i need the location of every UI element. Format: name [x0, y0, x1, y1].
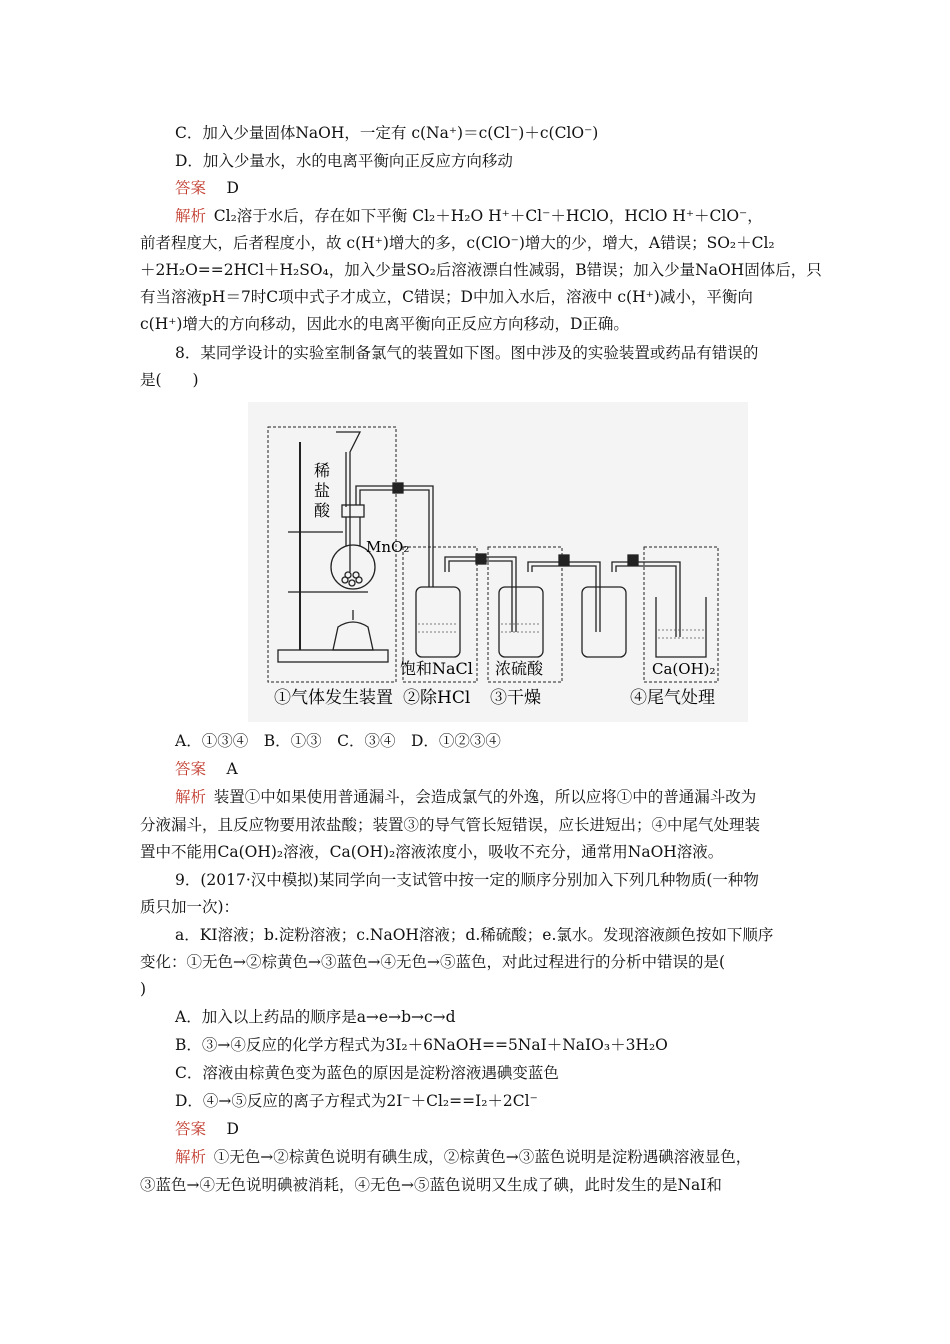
analysis-label: 解析 — [175, 207, 207, 225]
answer-label: 答案 — [175, 1120, 207, 1138]
answer-value: D — [226, 1120, 239, 1138]
q9-analysis-line-2: ③蓝色→④无色说明碘被消耗，④无色→⑤蓝色说明又生成了碘，此时发生的是NaI和 — [140, 1176, 722, 1194]
q7-answer — [175, 178, 812, 198]
answer-value: A — [226, 760, 238, 778]
analysis-label: 解析 — [175, 788, 207, 806]
q9-option-a: A．加入以上药品的顺序是a→e→b→c→d — [175, 1008, 456, 1026]
label-acid-2: 盐 — [314, 481, 331, 500]
q8-answer — [175, 759, 812, 779]
q9-stem-line-2: 质只加一次)： — [140, 898, 240, 916]
caption-remove-hcl: ②除HCl — [403, 688, 471, 708]
analysis-text: 装置①中如果使用普通漏斗，会造成氯气的外逸，所以应将①中的普通漏斗改为 — [213, 788, 757, 806]
answer-label: 答案 — [175, 179, 207, 197]
q7-analysis-line-1 — [175, 206, 812, 226]
q8-stem-line-2: 是( ) — [140, 371, 199, 389]
q7-analysis-line-5: c(H⁺)增大的方向移动，因此水的电离平衡向正反应方向移动，D正确。 — [140, 315, 629, 333]
q7-analysis-line-2: 前者程度大，后者程度小，故 c(H⁺)增大的多，c(ClO⁻)增大的少，增大，A错误；SO₂＋Cl₂ — [140, 234, 775, 252]
label-caoh2: Ca(OH)₂ — [652, 660, 716, 678]
q8-analysis-line-2: 分液漏斗，且反应物要用浓盐酸；装置③的导气管长短错误，应长进短出；④中尾气处理装 — [140, 816, 761, 834]
analysis-text: Cl₂溶于水后，存在如下平衡 Cl₂＋H₂O H⁺＋Cl⁻＋HClO，HClO H⁺＋ClO⁻， — [213, 207, 763, 225]
answer-label: 答案 — [175, 760, 207, 778]
q7-option-d: D．加入少量水，水的电离平衡向正反应方向移动 — [175, 152, 513, 170]
label-acid-3: 酸 — [314, 501, 331, 520]
q8-options: A．①③④ B．①③ C．③④ D．①②③④ — [175, 732, 501, 750]
q7-option-c: C．加入少量固体NaOH，一定有 c(Na⁺)＝c(Cl⁻)＋c(ClO⁻) — [175, 124, 599, 142]
analysis-text: ①无色→②棕黄色说明有碘生成，②棕黄色→③蓝色说明是淀粉遇碘溶液显色， — [213, 1148, 752, 1166]
q9-stem-line-4: 变化：①无色→②棕黄色→③蓝色→④无色→⑤蓝色，对此过程进行的分析中错误的是( — [140, 953, 725, 971]
q7-analysis-line-3: ＋2H₂O==2HCl＋H₂SO₄，加入少量SO₂后溶液漂白性减弱，B错误；加入少量NaOH固体后，只 — [140, 261, 822, 279]
chlorine-apparatus-figure — [248, 402, 748, 722]
label-acid-1: 稀 — [314, 461, 331, 480]
q8-stem-line-1: 8．某同学设计的实验室制备氯气的装置如下图。图中涉及的实验装置或药品有错误的 — [175, 344, 759, 362]
q7-analysis-line-4: 有当溶液pH＝7时C项中式子才成立，C错误；D中加入水后，溶液中 c(H⁺)减小，平衡向 — [140, 288, 753, 306]
q9-analysis-line-1 — [175, 1147, 812, 1167]
analysis-label: 解析 — [175, 1148, 207, 1166]
q9-answer — [175, 1119, 812, 1139]
label-h2so4: 浓硫酸 — [495, 659, 544, 678]
caption-tail-gas: ④尾气处理 — [630, 688, 715, 708]
q9-stem-line-1: 9．(2017·汉中模拟)某同学向一支试管中按一定的顺序分别加入下列几种物质(一种物 — [175, 871, 759, 889]
q9-stem-line-3: a．KI溶液；b.淀粉溶液；c.NaOH溶液；d.稀硫酸；e.氯水。发现溶液颜色按如下顺序 — [175, 926, 774, 944]
q9-option-c: C．溶液由棕黄色变为蓝色的原因是淀粉溶液遇碘变蓝色 — [175, 1064, 559, 1082]
q8-analysis-line-3: 置中不能用Ca(OH)₂溶液，Ca(OH)₂溶液浓度小，吸收不充分，通常用NaOH溶液。 — [140, 843, 724, 861]
label-mno2: MnO₂ — [366, 538, 410, 556]
answer-value: D — [226, 179, 239, 197]
q9-option-b: B．③→④反应的化学方程式为3I₂＋6NaOH==5NaI＋NaIO₃＋3H₂O — [175, 1036, 668, 1054]
label-nacl: 饱和NaCl — [400, 659, 473, 678]
q8-analysis-line-1 — [175, 787, 812, 807]
caption-drying: ③干燥 — [490, 688, 541, 708]
q9-stem-line-5: ) — [140, 980, 147, 998]
q9-option-d: D．④→⑤反应的离子方程式为2I⁻＋Cl₂==I₂＋2Cl⁻ — [175, 1092, 538, 1110]
caption-generator: ①气体发生装置 — [274, 688, 393, 708]
